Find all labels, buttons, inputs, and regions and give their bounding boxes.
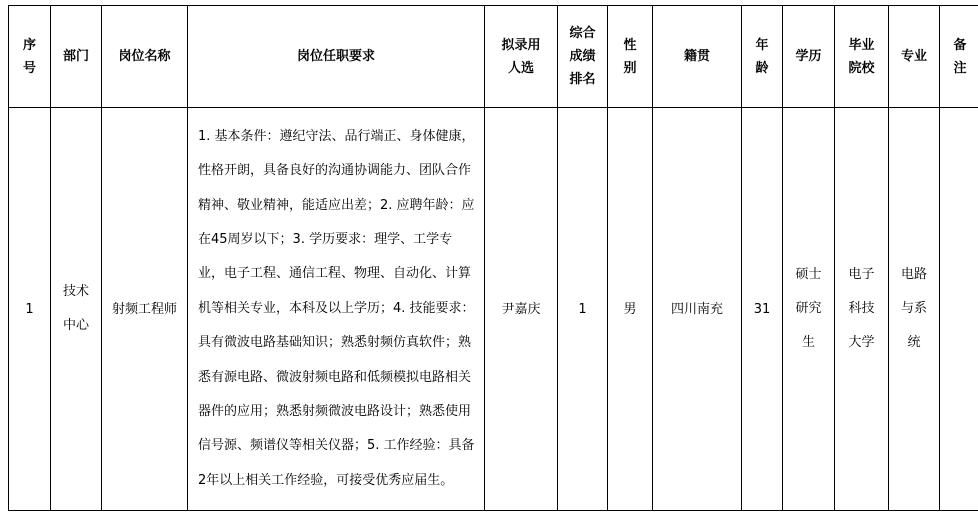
header-position: 岗位名称 xyxy=(102,6,188,108)
cell-major: 电路 与系 统 xyxy=(889,108,940,511)
header-gender: 性 别 xyxy=(608,6,653,108)
header-remark: 备 注 xyxy=(940,6,978,108)
header-dept: 部门 xyxy=(51,6,102,108)
cell-remark xyxy=(940,108,978,511)
table-row xyxy=(9,108,978,511)
header-candidate: 拟录用 人选 xyxy=(485,6,558,108)
header-education: 学历 xyxy=(783,6,835,108)
cell-seq: 1 xyxy=(9,108,51,511)
header-native-place: 籍贯 xyxy=(653,6,742,108)
cell-school: 电子 科技 大学 xyxy=(835,108,889,511)
cell-native-place: 四川南充 xyxy=(653,108,742,511)
header-school: 毕业 院校 xyxy=(835,6,889,108)
cell-age: 31 xyxy=(742,108,783,511)
cell-requirements: 1. 基本条件：遵纪守法、品行端正、身体健康，性格开朗，具备良好的沟通协调能力、团队合作精神、敬业精神，能适应出差；2. 应聘年龄：应在45周岁以下；3. 学历要求：理学、工学专业，电子工程、通信工程、物理、自动化、计算机等相关专业，本科及以上学历；4. 技能要求：具有微波电路基础知识；熟悉射频仿真软件；熟悉有源电路、微波射频电路和低频模拟电路相关器件的应用；熟悉射频微波电路设计；熟悉使用信号源、频谱仪等相关仪器；5. 工作经验：具备2年以上相关工作经验，可接受优秀应届生。 xyxy=(188,108,485,511)
cell-position: 射频工程师 xyxy=(102,108,188,511)
recruitment-table xyxy=(8,5,978,511)
header-requirements: 岗位任职要求 xyxy=(188,6,485,108)
header-seq: 序 号 xyxy=(9,6,51,108)
cell-candidate: 尹嘉庆 xyxy=(485,108,558,511)
header-rank: 综合 成绩 排名 xyxy=(558,6,608,108)
cell-education: 硕士 研究 生 xyxy=(783,108,835,511)
cell-rank: 1 xyxy=(558,108,608,511)
cell-gender: 男 xyxy=(608,108,653,511)
header-row xyxy=(9,6,978,108)
header-age: 年 龄 xyxy=(742,6,783,108)
cell-dept: 技术 中心 xyxy=(51,108,102,511)
header-major: 专业 xyxy=(889,6,940,108)
